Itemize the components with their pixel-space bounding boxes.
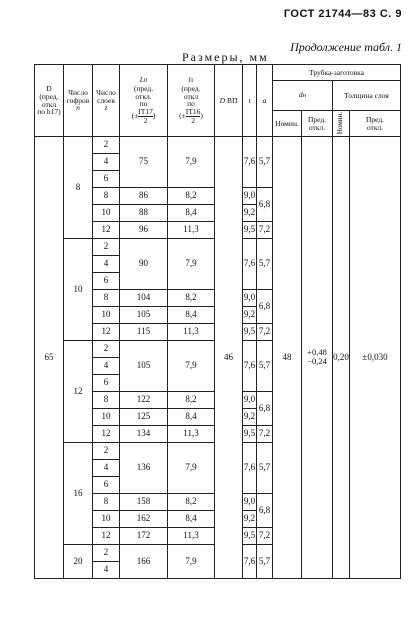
- cell-l0: 105: [120, 307, 168, 324]
- cell-layers: 8: [93, 290, 120, 307]
- col-header-l1: l1 (пред. откл по (± IT16 2): [168, 65, 215, 137]
- cell-layers: 4: [93, 562, 120, 579]
- cell-l0: 158: [120, 494, 168, 511]
- cell-l0: 115: [120, 324, 168, 341]
- cell-layers: 4: [93, 358, 120, 375]
- cell-l0: 125: [120, 409, 168, 426]
- col-header-tube-blank: Трубка-заготовка: [273, 65, 401, 81]
- cell-t: 9,5: [243, 324, 257, 341]
- cell-a: 5,7: [257, 239, 273, 290]
- cell-l1: 8,2: [168, 494, 215, 511]
- cell-layers: 4: [93, 154, 120, 171]
- cell-corrugations: 10: [64, 239, 93, 341]
- cell-l0: 162: [120, 511, 168, 528]
- cell-dn-nominal: 48: [273, 137, 302, 579]
- col-header-dn-nominal: Номин.: [273, 111, 302, 137]
- cell-l1: 11,3: [168, 222, 215, 239]
- cell-layers: 2: [93, 341, 120, 358]
- col-header-l0: L0 (пред. откл. по (± IT17 2): [120, 65, 168, 137]
- cell-corrugations: 12: [64, 341, 93, 443]
- cell-layers: 6: [93, 273, 120, 290]
- page-header-standard: ГОСТ 21744—83 С. 9: [283, 8, 402, 20]
- col-header-dn: dн: [273, 81, 333, 111]
- cell-l1: 11,3: [168, 528, 215, 545]
- col-header-layer-thickness: Толщина слоя: [333, 81, 401, 111]
- cell-l0: 122: [120, 392, 168, 409]
- cell-layers: 10: [93, 511, 120, 528]
- cell-l0: 172: [120, 528, 168, 545]
- cell-t: 9,5: [243, 426, 257, 443]
- cell-corrugations: 16: [64, 443, 93, 545]
- cell-l0: 75: [120, 137, 168, 188]
- cell-l1: 7,9: [168, 341, 215, 392]
- cell-t: 7,6: [243, 545, 257, 579]
- cell-l0: 134: [120, 426, 168, 443]
- cell-layers: 12: [93, 222, 120, 239]
- cell-layers: 12: [93, 528, 120, 545]
- cell-l1: 8,4: [168, 307, 215, 324]
- cell-t: 9,0: [243, 188, 257, 205]
- cell-l0: 90: [120, 239, 168, 290]
- cell-a: 5,7: [257, 341, 273, 392]
- cell-layers: 4: [93, 256, 120, 273]
- cell-l1: 8,4: [168, 511, 215, 528]
- cell-layers: 10: [93, 409, 120, 426]
- cell-a: 6,8: [257, 290, 273, 324]
- cell-l0: 136: [120, 443, 168, 494]
- dn-deviation-value: +0,48 −0,24: [307, 347, 327, 367]
- cell-a: 7,2: [257, 528, 273, 545]
- cell-l0: 104: [120, 290, 168, 307]
- cell-l0: 86: [120, 188, 168, 205]
- cell-a: 5,7: [257, 137, 273, 188]
- cell-t: 7,6: [243, 443, 257, 494]
- cell-l0: 105: [120, 341, 168, 392]
- cell-layers: 2: [93, 239, 120, 256]
- cell-l1: 8,4: [168, 205, 215, 222]
- cell-l1: 7,9: [168, 545, 215, 579]
- cell-layers: 6: [93, 477, 120, 494]
- col-header-d: D (пред. откл по h17): [35, 65, 64, 137]
- col-header-layers: Число слоев z: [93, 65, 120, 137]
- cell-l1: 8,4: [168, 409, 215, 426]
- col-header-a: a: [257, 65, 273, 137]
- cell-layers: 8: [93, 392, 120, 409]
- cell-t: 9,0: [243, 392, 257, 409]
- cell-a: 5,7: [257, 443, 273, 494]
- col-header-dvp: D ВП: [215, 65, 243, 137]
- cell-l0: 166: [120, 545, 168, 579]
- col-header-t: t: [243, 65, 257, 137]
- cell-layers: 10: [93, 307, 120, 324]
- cell-layers: 6: [93, 375, 120, 392]
- cell-a: 6,8: [257, 188, 273, 222]
- cell-l1: 11,3: [168, 324, 215, 341]
- cell-a: 7,2: [257, 426, 273, 443]
- cell-t: 7,6: [243, 341, 257, 392]
- cell-layers: 12: [93, 426, 120, 443]
- cell-layers: 2: [93, 137, 120, 154]
- cell-t: 9,2: [243, 307, 257, 324]
- cell-layers: 2: [93, 545, 120, 562]
- cell-dvp: 46: [215, 137, 243, 579]
- cell-a: 7,2: [257, 324, 273, 341]
- cell-t: 7,6: [243, 137, 257, 188]
- cell-t: 9,2: [243, 511, 257, 528]
- table-body: [35, 137, 401, 579]
- col-header-thickness-deviation: Пред. откл.: [350, 111, 401, 137]
- cell-l1: 7,9: [168, 443, 215, 494]
- cell-a: 7,2: [257, 222, 273, 239]
- cell-l0: 88: [120, 205, 168, 222]
- cell-l0: 96: [120, 222, 168, 239]
- col-header-thickness-nominal: Номин.: [333, 111, 350, 137]
- cell-a: 6,8: [257, 392, 273, 426]
- table-continuation-caption: Продолжение табл. 1: [290, 40, 402, 54]
- cell-a: 5,7: [257, 545, 273, 579]
- cell-corrugations: 20: [64, 545, 93, 579]
- col-header-dn-deviation: Пред. откл.: [302, 111, 333, 137]
- cell-t: 9,0: [243, 494, 257, 511]
- cell-layers: 2: [93, 443, 120, 460]
- cell-t: 9,0: [243, 290, 257, 307]
- cell-t: 9,2: [243, 409, 257, 426]
- cell-l1: 11,3: [168, 426, 215, 443]
- cell-t: 9,2: [243, 205, 257, 222]
- bellows-dimensions-table: [34, 64, 401, 579]
- cell-corrugations: 8: [64, 137, 93, 239]
- cell-l1: 7,9: [168, 137, 215, 188]
- cell-t: 9,5: [243, 222, 257, 239]
- cell-thickness-nominal: 0,20: [333, 137, 350, 579]
- cell-t: 9,5: [243, 528, 257, 545]
- dimensions-caption: Размеры, мм: [182, 50, 269, 64]
- cell-l1: 8,2: [168, 290, 215, 307]
- col-header-corrugations: Число гофров n: [64, 65, 93, 137]
- cell-d-value: 65: [35, 137, 64, 579]
- cell-dn-deviation: [302, 137, 333, 579]
- cell-thickness-deviation: ±0,030: [350, 137, 401, 579]
- cell-l1: 8,2: [168, 188, 215, 205]
- cell-layers: 12: [93, 324, 120, 341]
- cell-layers: 8: [93, 494, 120, 511]
- cell-l1: 7,9: [168, 239, 215, 290]
- table-row: [35, 137, 401, 154]
- cell-layers: 6: [93, 171, 120, 188]
- cell-l1: 8,2: [168, 392, 215, 409]
- cell-layers: 10: [93, 205, 120, 222]
- cell-a: 6,8: [257, 494, 273, 528]
- cell-t: 7,6: [243, 239, 257, 290]
- cell-layers: 8: [93, 188, 120, 205]
- cell-layers: 4: [93, 460, 120, 477]
